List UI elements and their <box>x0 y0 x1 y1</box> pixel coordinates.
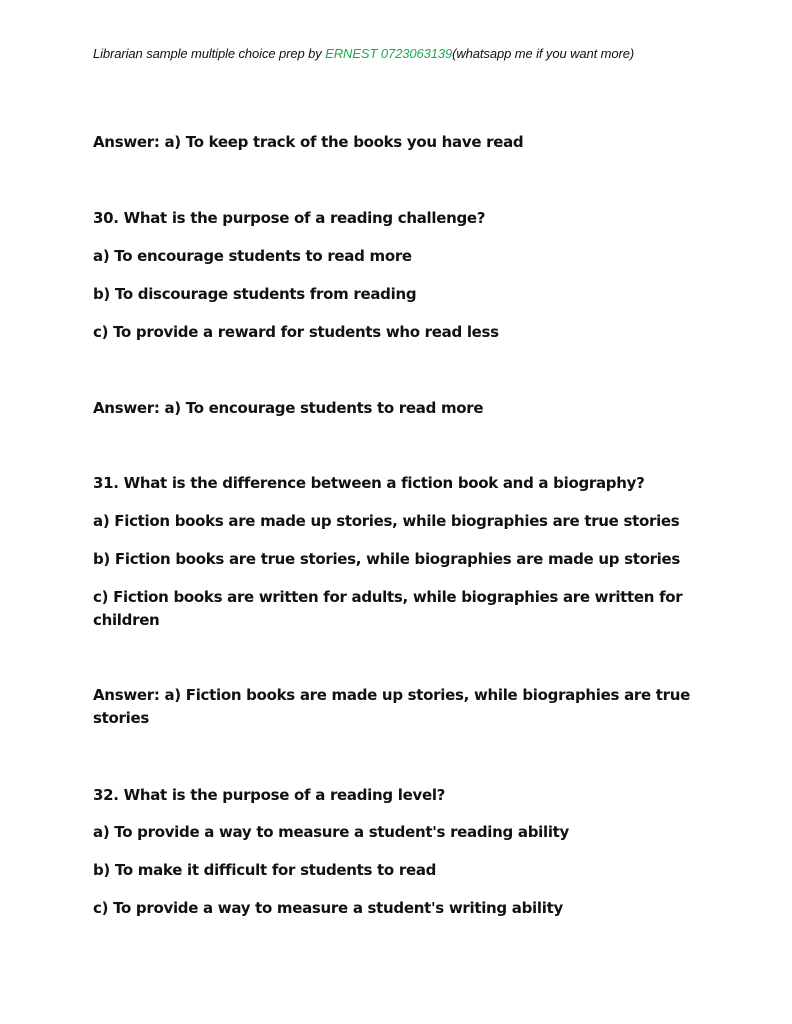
header-prefix: Librarian sample multiple choice prep by <box>93 46 326 61</box>
option-31-b: b) Fiction books are true stories, while biographies are made up stories <box>93 550 681 568</box>
option-30-a: a) To encourage students to read more <box>93 247 412 265</box>
header-brand: ERNEST 0723063139 <box>325 46 453 61</box>
option-30-b: b) To discourage students from reading <box>93 285 417 303</box>
option-32-c: c) To provide a way to measure a student's writing ability <box>93 899 563 917</box>
option-31-a: a) Fiction books are made up stories, while biographies are true stories <box>93 512 680 530</box>
answer-29: Answer: a) To keep track of the books you have read <box>93 133 524 151</box>
answer-31: Answer: a) Fiction books are made up stories, while biographies are true stories <box>93 686 691 727</box>
answer-30: Answer: a) To encourage students to read more <box>93 399 484 417</box>
question-32: 32. What is the purpose of a reading level? <box>93 786 446 804</box>
option-32-a: a) To provide a way to measure a student's reading ability <box>93 823 570 841</box>
option-32-b: b) To make it difficult for students to read <box>93 861 437 879</box>
header-suffix: (whatsapp me if you want more) <box>452 46 635 61</box>
question-30: 30. What is the purpose of a reading challenge? <box>93 209 486 227</box>
question-31: 31. What is the difference between a fiction book and a biography? <box>93 474 645 492</box>
page-header <box>93 46 634 61</box>
option-31-c: c) Fiction books are written for adults, while biographies are written for children <box>93 588 683 629</box>
option-30-c: c) To provide a reward for students who read less <box>93 323 499 341</box>
